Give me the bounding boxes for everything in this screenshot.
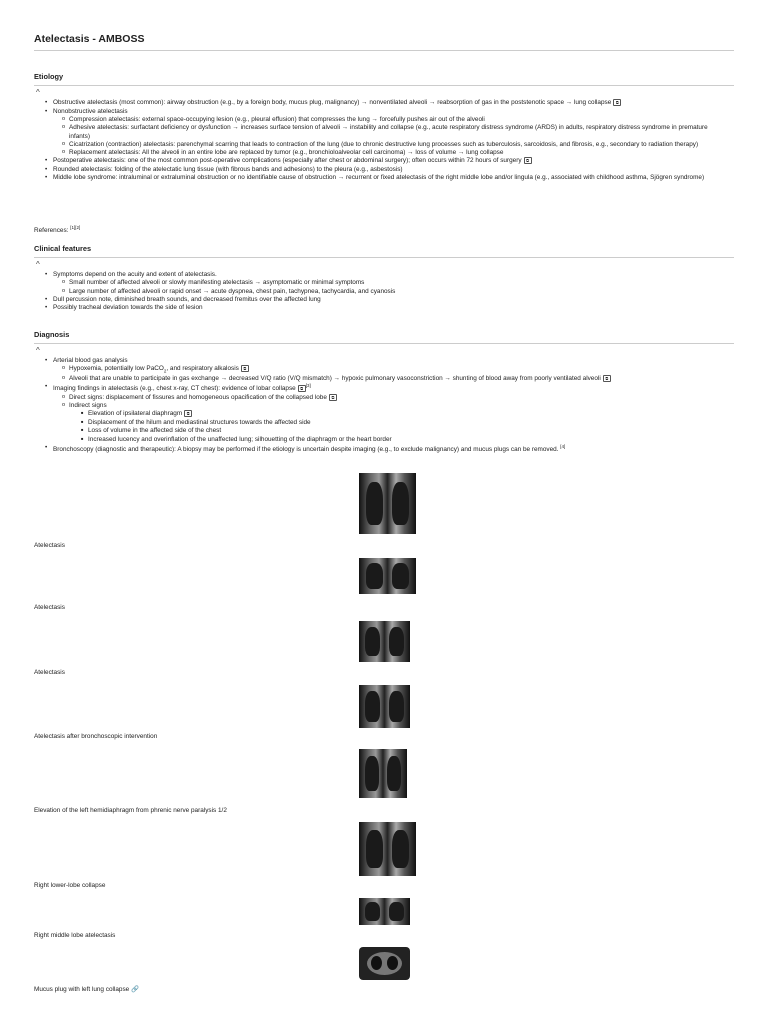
- title-divider: [34, 50, 734, 51]
- diagnosis-list: [34, 357, 724, 454]
- list-item: o Direct signs: displacement of fissures and homogeneous opacification of the collapsed lobe ⧉: [34, 394, 724, 403]
- clinical-divider: [34, 257, 734, 258]
- list-item: • Symptoms depend on the acuity and extent of atelectasis. o Small number of affected alveoli or slowly manifesting atelectasis → asymptomatic or minimal symptoms o Large number of affected alveoli or rapid onset → acute dyspnea, chest pain, tachypnea, tachycardia, and cyanosis: [34, 271, 724, 296]
- list-item: ■ Loss of volume in the affected side of the chest: [34, 427, 724, 435]
- clinical-list: [34, 271, 724, 313]
- image-icon[interactable]: ⧉: [603, 375, 611, 382]
- list-item: • Possibly tracheal deviation towards the side of lesion: [34, 304, 724, 312]
- diagnosis-collapse-caret-icon[interactable]: ^: [36, 346, 40, 355]
- page-title: Atelectasis - AMBOSS: [34, 33, 145, 45]
- xray-image[interactable]: [359, 749, 407, 798]
- list-item: • Rounded atelectasis: folding of the atelectatic lung tissue (with fibrous bands and adhesions) to the pleura (e.g., asbestosis): [34, 166, 724, 174]
- xray-image[interactable]: [359, 473, 416, 534]
- list-item: • Bronchoscopy (diagnostic and therapeutic): A biopsy may be performed if the etiology is uncertain despite imaging (e.g., to exclude malignancy) and mucus plugs can be removed. [4]: [34, 444, 724, 454]
- list-item: ■ Increased lucency and overinflation of the unaffected lung; silhouetting of the diaphragm or the heart border: [34, 436, 724, 444]
- list-item: • Postoperative atelectasis: one of the most common post-operative complications (especially after chest or abdominal surgery); often occurs within 72 hours of surgery ⧉: [34, 157, 724, 166]
- image-icon[interactable]: ⧉: [184, 410, 192, 417]
- xray-image[interactable]: [359, 558, 416, 594]
- list-item: • Middle lobe syndrome: intraluminal or extraluminal obstruction or no identifiable cause of obstruction → recurrent or fixed atelectasis of the right middle lobe and/or lingula (e.g., associated with childhood asthma, Sjögren syndrome): [34, 174, 724, 182]
- xray-image[interactable]: [359, 621, 410, 662]
- list-item: o Compression atelectasis: external space-occupying lesion (e.g., pleural effusion) that compresses the lung → forcefully pushes air out of the alveoli: [34, 116, 724, 124]
- ct-image[interactable]: [359, 947, 410, 980]
- etiology-collapse-caret-icon[interactable]: ^: [36, 88, 40, 97]
- figure-caption: Atelectasis: [34, 604, 65, 611]
- list-item: o Replacement atelectasis: All the alveoli in an entire lobe are replaced by tumor (e.g., bronchioloalveolar cell carcinoma) → loss of volume → lung collapse: [34, 149, 724, 157]
- image-icon[interactable]: ⧉: [241, 365, 249, 372]
- list-item: o Hypoxemia, potentially low PaCO$_2$, and respiratory alkalosis ⧉: [34, 365, 724, 374]
- list-item: • Nonobstructive atelectasis o Compression atelectasis: external space-occupying lesion (e.g., pleural effusion) that compresses the lung → forcefully pushes air out of the alveoli o Adhesive atelectasis: surfactant deficiency or dysfunction → increases surface tension of alveoli → instability and collapse (e.g., acute respiratory distress syndrome (ARDS) in adults, respiratory distress syndrome in premature infants) o Cicatrization (contraction) atelectasis: parenchymal scarring that leads to contraction of the lung (due to chronic destructive lung processes such as tuberculosis, sarcoidosis, and fibrosis, e.g., secondary to radiation therapy) o Replacement atelectasis: All the alveoli in an entire lobe are replaced by tumor (e.g., bronchioloalveolar cell carcinoma) → loss of volume → lung collapse: [34, 108, 724, 158]
- image-icon[interactable]: ⧉: [613, 99, 621, 106]
- list-item: • Arterial blood gas analysis o Hypoxemia, potentially low PaCO$_2$, and respiratory alkalosis ⧉ o Alveoli that are unable to participate in gas exchange → decreased V/Q ratio (V/Q mismatch) → hypoxic pulmonary vasoconstriction → shunting of blood away from poorly ventilated alveoli ⧉: [34, 357, 724, 383]
- list-item: o Alveoli that are unable to participate in gas exchange → decreased V/Q ratio (V/Q mismatch) → hypoxic pulmonary vasoconstriction → shunting of blood away from poorly ventilated alveoli ⧉: [34, 375, 724, 384]
- figure-caption: Right lower-lobe collapse: [34, 882, 106, 889]
- xray-image[interactable]: [359, 822, 416, 876]
- etiology-divider: [34, 85, 734, 86]
- clinical-heading: Clinical features: [34, 244, 92, 253]
- image-icon[interactable]: ⧉: [298, 385, 306, 392]
- list-item: o Adhesive atelectasis: surfactant deficiency or dysfunction → increases surface tension of alveoli → instability and collapse (e.g., acute respiratory distress syndrome (ARDS) in adults, respiratory distress syndrome in premature infants): [34, 124, 724, 141]
- etiology-list: [34, 99, 724, 183]
- list-item: • Obstructive atelectasis (most common): airway obstruction (e.g., by a foreign body, mucus plug, malignancy) → nonventilated alveoli → reabsorption of gas in the poststenotic space → lung collapse ⧉: [34, 99, 724, 108]
- reference-link[interactable]: [1][2]: [70, 225, 81, 230]
- list-item: • Dull percussion note, diminished breath sounds, and decreased fremitus over the affected lung: [34, 296, 724, 304]
- list-item: o Indirect signs ■ Elevation of ipsilateral diaphragm ⧉ ■ Displacement of the hilum and mediastinal structures towards the affected side ■ Loss of volume in the affected side of the chest ■ Increased lucency and overinflation of the unaffected lung; silhouetting of the diaphragm or the heart border: [34, 402, 724, 444]
- link-icon[interactable]: 🔗: [131, 986, 140, 993]
- figure-caption: Elevation of the left hemidiaphragm from phrenic nerve paralysis 1/2: [34, 807, 227, 814]
- figure-caption: Right middle lobe atelectasis: [34, 932, 116, 939]
- list-item: o Large number of affected alveoli or rapid onset → acute dyspnea, chest pain, tachypnea, tachycardia, and cyanosis: [34, 288, 724, 296]
- figure-caption: Atelectasis: [34, 542, 65, 549]
- diagnosis-heading: Diagnosis: [34, 330, 70, 339]
- list-item: o Small number of affected alveoli or slowly manifesting atelectasis → asymptomatic or minimal symptoms: [34, 279, 724, 287]
- etiology-references: References: [1][2]: [34, 225, 81, 235]
- image-icon[interactable]: ⧉: [329, 394, 337, 401]
- diagnosis-divider: [34, 343, 734, 344]
- list-item: ■ Displacement of the hilum and mediastinal structures towards the affected side: [34, 419, 724, 427]
- clinical-collapse-caret-icon[interactable]: ^: [36, 260, 40, 269]
- xray-image[interactable]: [359, 898, 410, 925]
- figure-caption: Mucus plug with left lung collapse 🔗: [34, 986, 140, 993]
- list-item: • Imaging findings in atelectasis (e.g., chest x-ray, CT chest): evidence of lobar collapse ⧉[3] o Direct signs: displacement of fissures and homogeneous opacification of the collapsed lobe ⧉ o Indirect signs ■ Elevation of ipsilateral diaphragm ⧉ ■ Displacement of the hilum and mediastinal structures towards the affected side ■ Loss of volume in the affected side of the chest ■ Increased lucency and overinflation of the unaffected lung; silhouetting of the diaphragm or the heart border: [34, 383, 724, 444]
- etiology-heading: Etiology: [34, 72, 64, 81]
- reference-link[interactable]: [4]: [560, 443, 566, 449]
- xray-image[interactable]: [359, 685, 410, 728]
- figure-caption: Atelectasis after bronchoscopic intervention: [34, 733, 158, 740]
- figure-caption: Atelectasis: [34, 669, 65, 676]
- reference-link[interactable]: [3]: [305, 383, 311, 389]
- list-item: ■ Elevation of ipsilateral diaphragm ⧉: [34, 410, 724, 419]
- image-icon[interactable]: ⧉: [524, 157, 532, 164]
- list-item: o Cicatrization (contraction) atelectasis: parenchymal scarring that leads to contraction of the lung (due to chronic destructive lung processes such as tuberculosis, sarcoidosis, and fibrosis, e.g., secondary to radiation therapy): [34, 141, 724, 149]
